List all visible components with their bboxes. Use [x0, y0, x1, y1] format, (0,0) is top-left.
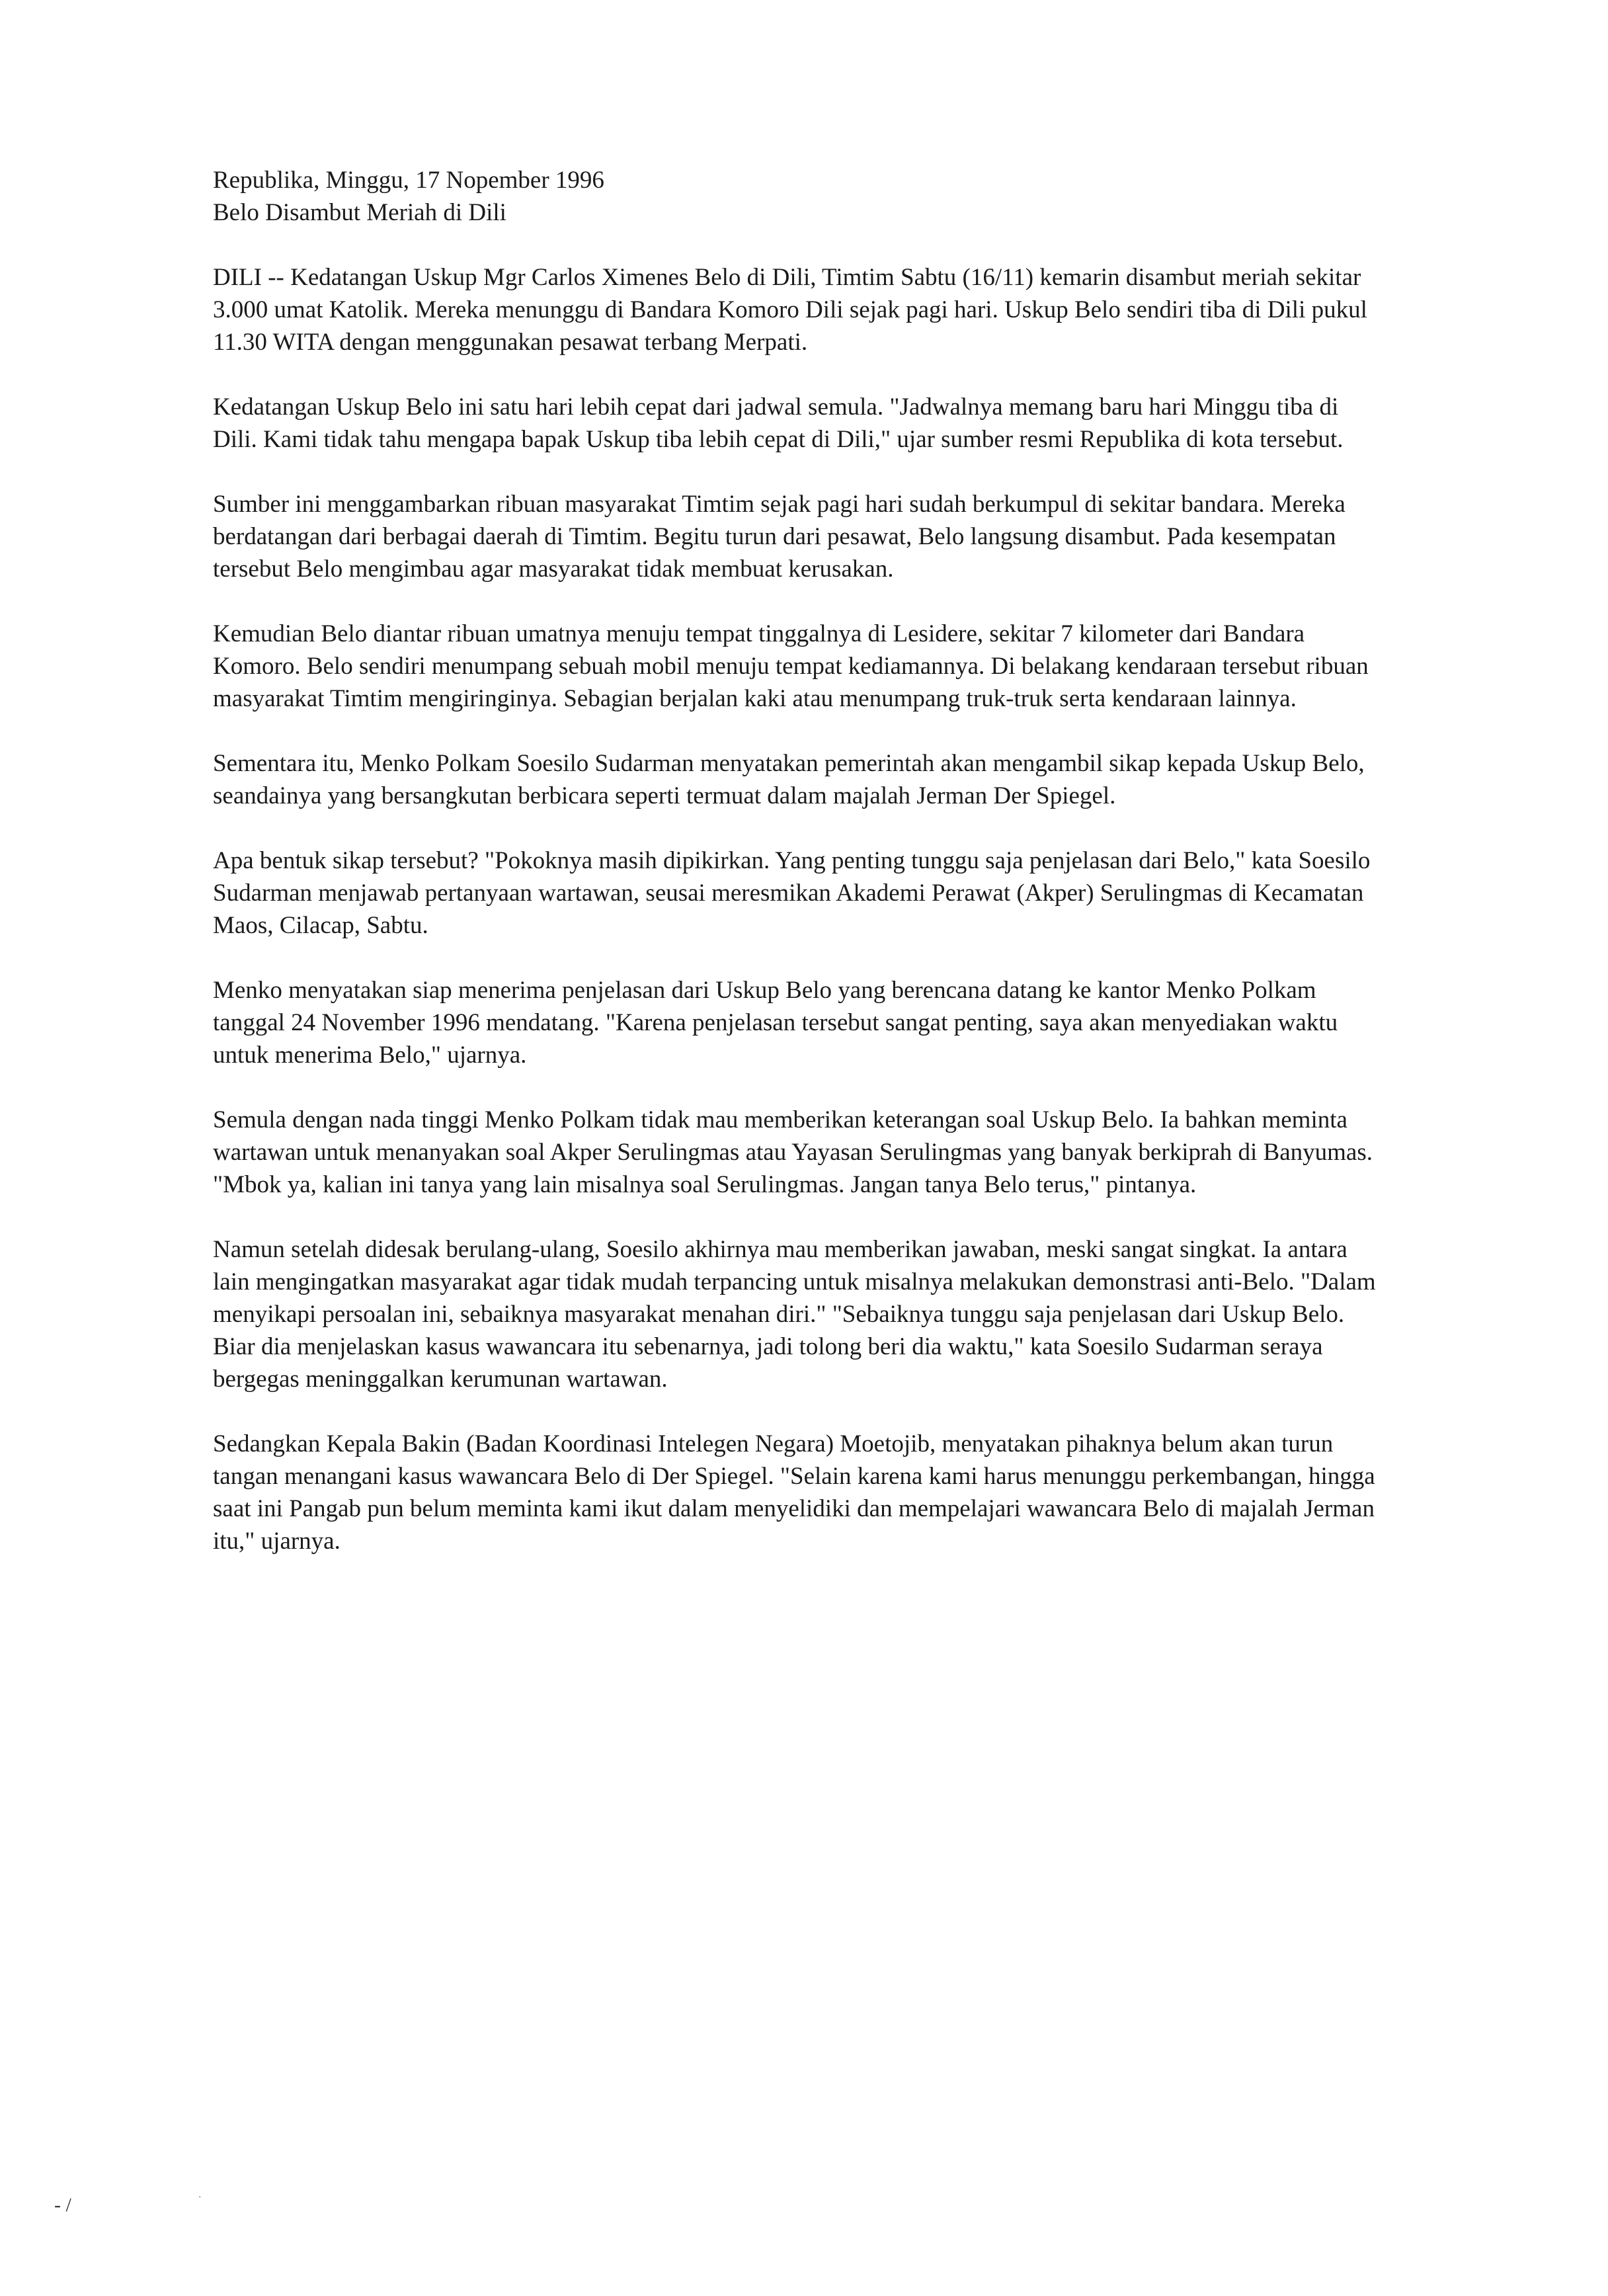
paragraph-4: Kemudian Belo diantar ribuan umatnya menuju tempat tinggalnya di Lesidere, sekitar 7 kilometer dari Bandara Komoro. Belo sendiri menumpang sebuah mobil menuju tempat kediamannya. Di belakang kendaraan tersebut ribuan masyarakat Timtim mengiringinya. Sebagian berjalan kaki atau menumpang truk-truk serta kendaraan lainnya.: [213, 620, 1369, 712]
paragraph-10: Sedangkan Kepala Bakin (Badan Koordinasi Intelegen Negara) Moetojib, menyatakan pihaknya belum akan turun tangan menangani kasus wawancara Belo di Der Spiegel. "Selain karena kami harus menunggu perkembangan, hingga saat ini Pangab pun belum meminta kami ikut dalam menyelidiki dan mempelajari wawancara Belo di majalah Jerman itu," ujarnya.: [213, 1430, 1375, 1555]
paragraph-3: Sumber ini menggambarkan ribuan masyarakat Timtim sejak pagi hari sudah berkumpul di sekitar bandara. Mereka berdatangan dari berbagai daerah di Timtim. Begitu turun dari pesawat, Belo langsung disambut. Pada kesempatan tersebut Belo mengimbau agar masyarakat tidak membuat kerusakan.: [213, 491, 1346, 583]
article-body: [213, 164, 1377, 1590]
paragraph-9: Namun setelah didesak berulang-ulang, Soesilo akhirnya mau memberikan jawaban, meski sangat singkat. Ia antara lain mengingatkan masyarakat agar tidak mudah terpancing untuk misalnya melakukan demonstrasi anti-Belo. "Dalam menyikapi persoalan ini, sebaiknya masyarakat menahan diri." "Sebaiknya tunggu saja penjelasan dari Uskup Belo. Biar dia menjelaskan kasus wawancara itu sebenarnya, jadi tolong beri dia waktu," kata Soesilo Sudarman seraya bergegas meninggalkan kerumunan wartawan.: [213, 1236, 1376, 1393]
paragraph-5: Sementara itu, Menko Polkam Soesilo Sudarman menyatakan pemerintah akan mengambil sikap kepada Uskup Belo, seandainya yang bersangkutan berbicara seperti termuat dalam majalah Jerman Der Spiegel.: [213, 750, 1365, 809]
paragraph-6: Apa bentuk sikap tersebut? "Pokoknya masih dipikirkan. Yang penting tunggu saja penjelasan dari Belo," kata Soesilo Sudarman menjawab pertanyaan wartawan, seusai meresmikan Akademi Perawat (Akper) Serulingmas di Kecamatan Maos, Cilacap, Sabtu.: [213, 847, 1371, 939]
paragraph-2: Kedatangan Uskup Belo ini satu hari lebih cepat dari jadwal semula. "Jadwalnya memang baru hari Minggu tiba di Dili. Kami tidak tahu mengapa bapak Uskup tiba lebih cepat di Dili," ujar sumber resmi Republika di kota tersebut.: [213, 393, 1344, 453]
source-line: Republika, Minggu, 17 Nopember 1996: [213, 167, 604, 194]
article-title: Belo Disambut Meriah di Dili: [213, 199, 506, 226]
scan-mark-left: - /: [54, 2194, 71, 2216]
article-header: [213, 164, 1377, 229]
paragraph-7: Menko menyatakan siap menerima penjelasan dari Uskup Belo yang berencana datang ke kantor Menko Polkam tanggal 24 November 1996 mendatang. "Karena penjelasan tersebut sangat penting, saya akan menyediakan waktu untuk menerima Belo," ujarnya.: [213, 977, 1338, 1069]
paragraph-1: DILI -- Kedatangan Uskup Mgr Carlos Ximenes Belo di Dili, Timtim Sabtu (16/11) kemarin disambut meriah sekitar 3.000 umat Katolik. Mereka menunggu di Bandara Komoro Dili sejak pagi hari. Uskup Belo sendiri tiba di Dili pukul 11.30 WITA dengan menggunakan pesawat terbang Merpati.: [213, 264, 1367, 356]
paragraph-8: Semula dengan nada tinggi Menko Polkam tidak mau memberikan keterangan soal Uskup Belo. Ia bahkan meminta wartawan untuk menanyakan soal Akper Serulingmas atau Yayasan Serulingmas yang banyak berkiprah di Banyumas. "Mbok ya, kalian ini tanya yang lain misalnya soal Serulingmas. Jangan tanya Belo terus," pintanya.: [213, 1106, 1373, 1198]
scan-mark-dot: .: [198, 2187, 202, 2200]
